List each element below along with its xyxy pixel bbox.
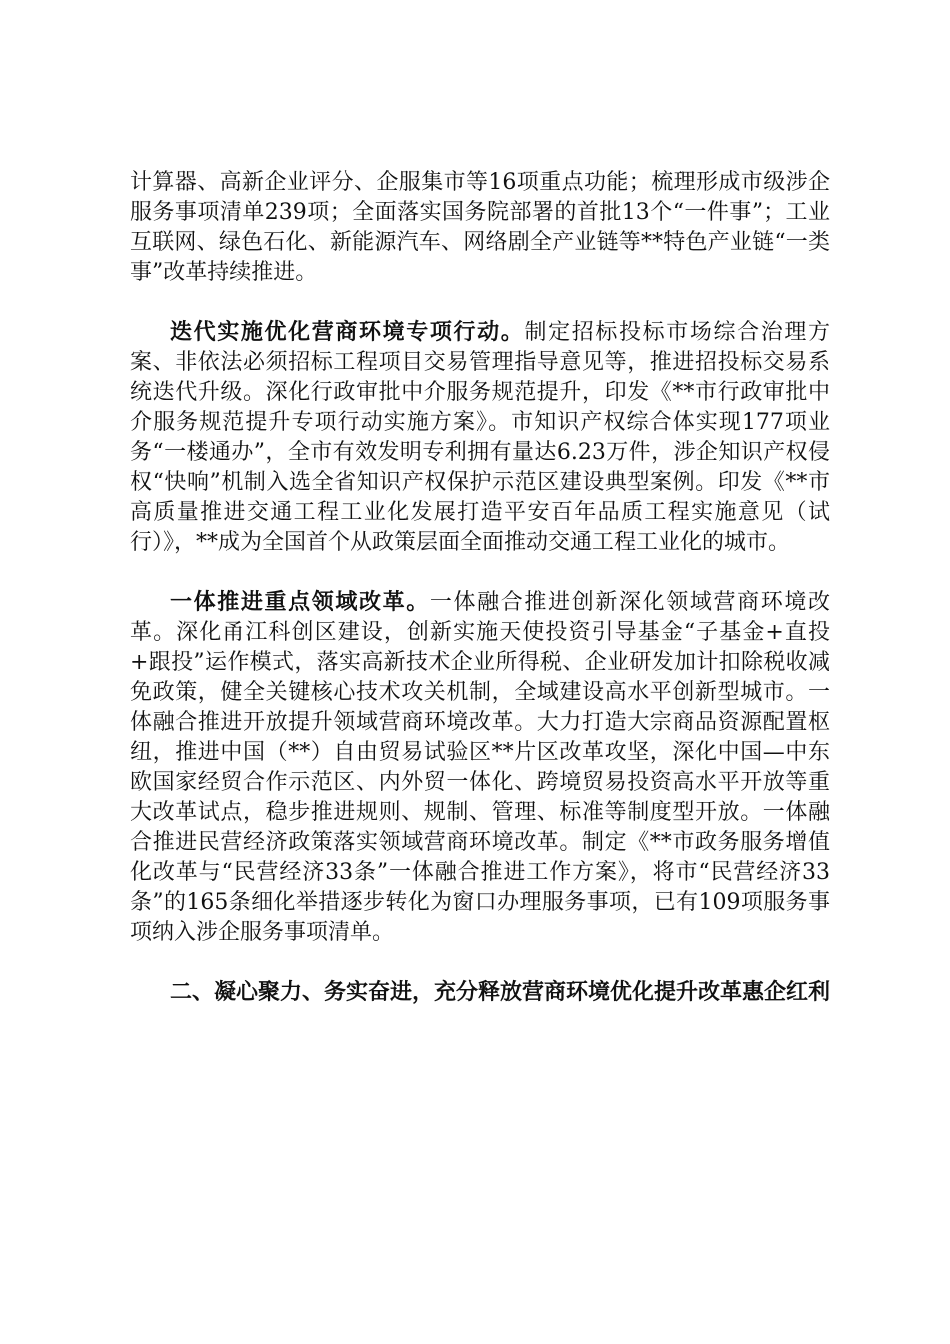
paragraph-text: 制定招标投标市场综合治理方案、非依法必须招标工程项目交易管理指导意见等，推进招投标交易系统迭代升级。深化行政审批中介服务规范提升，印发《**市行政审批中介服务规范提升专项行动实施方案》。市知识产权综合体实现177项业务“一楼通办”，全市有效发明专利拥有量达6.23万件，涉企知识产权侵权“快响”机制入选全省知识产权保护示范区建设典型案例。印发《**市高质量推进交通工程工业化发展打造平安百年品质工程实施意见（试行）》，**成为全国首个从政策层面全面推动交通工程工业化的城市。 — [130, 320, 830, 555]
paragraph-lead: 迭代实施优化营商环境专项行动。 — [170, 320, 525, 345]
paragraph-text: 一体融合推进创新深化领域营商环境改革。深化甬江科创区建设，创新实施天使投资引导基金“子基金+直投+跟投”运作模式，落实高新技术企业所得税、企业研发加计扣除税收减免政策，健全关键核心技术攻关机制，全域建设高水平创新型城市。一体融合推进开放提升领域营商环境改革。大力打造大宗商品资源配置枢纽，推进中国（**）自由贸易试验区**片区改革攻坚，深化中国—中东欧国家经贸合作示范区、内外贸一体化、跨境贸易投资高水平开放等重大改革试点，稳步推进规则、规制、管理、标准等制度型开放。一体融合推进民营经济政策落实领域营商环境改革。制定《**市政务服务增值化改革与“民营经济33条”一体融合推进工作方案》，将市“民营经济33条”的165条细化举措逐步转化为窗口办理服务事项，已有109项服务事项纳入涉企服务事项清单。 — [130, 590, 830, 945]
section-heading: 二、凝心聚力、务实奋进，充分释放营商环境优化提升改革惠企红利 — [170, 980, 831, 1005]
paragraph-lead: 一体推进重点领域改革。 — [170, 590, 430, 615]
paragraph-optimization-action — [130, 318, 830, 558]
paragraph-text: 计算器、高新企业评分、企服集市等16项重点功能；梳理形成市级涉企服务事项清单239项；全面落实国务院部署的首批13个“一件事”；工业互联网、绿色石化、新能源汽车、网络剧全产业链等**特色产业链“一类事”改革持续推进。 — [130, 170, 830, 285]
document-body — [130, 168, 830, 1008]
paragraph-key-reforms — [130, 588, 830, 948]
paragraph-continuation — [130, 168, 830, 288]
